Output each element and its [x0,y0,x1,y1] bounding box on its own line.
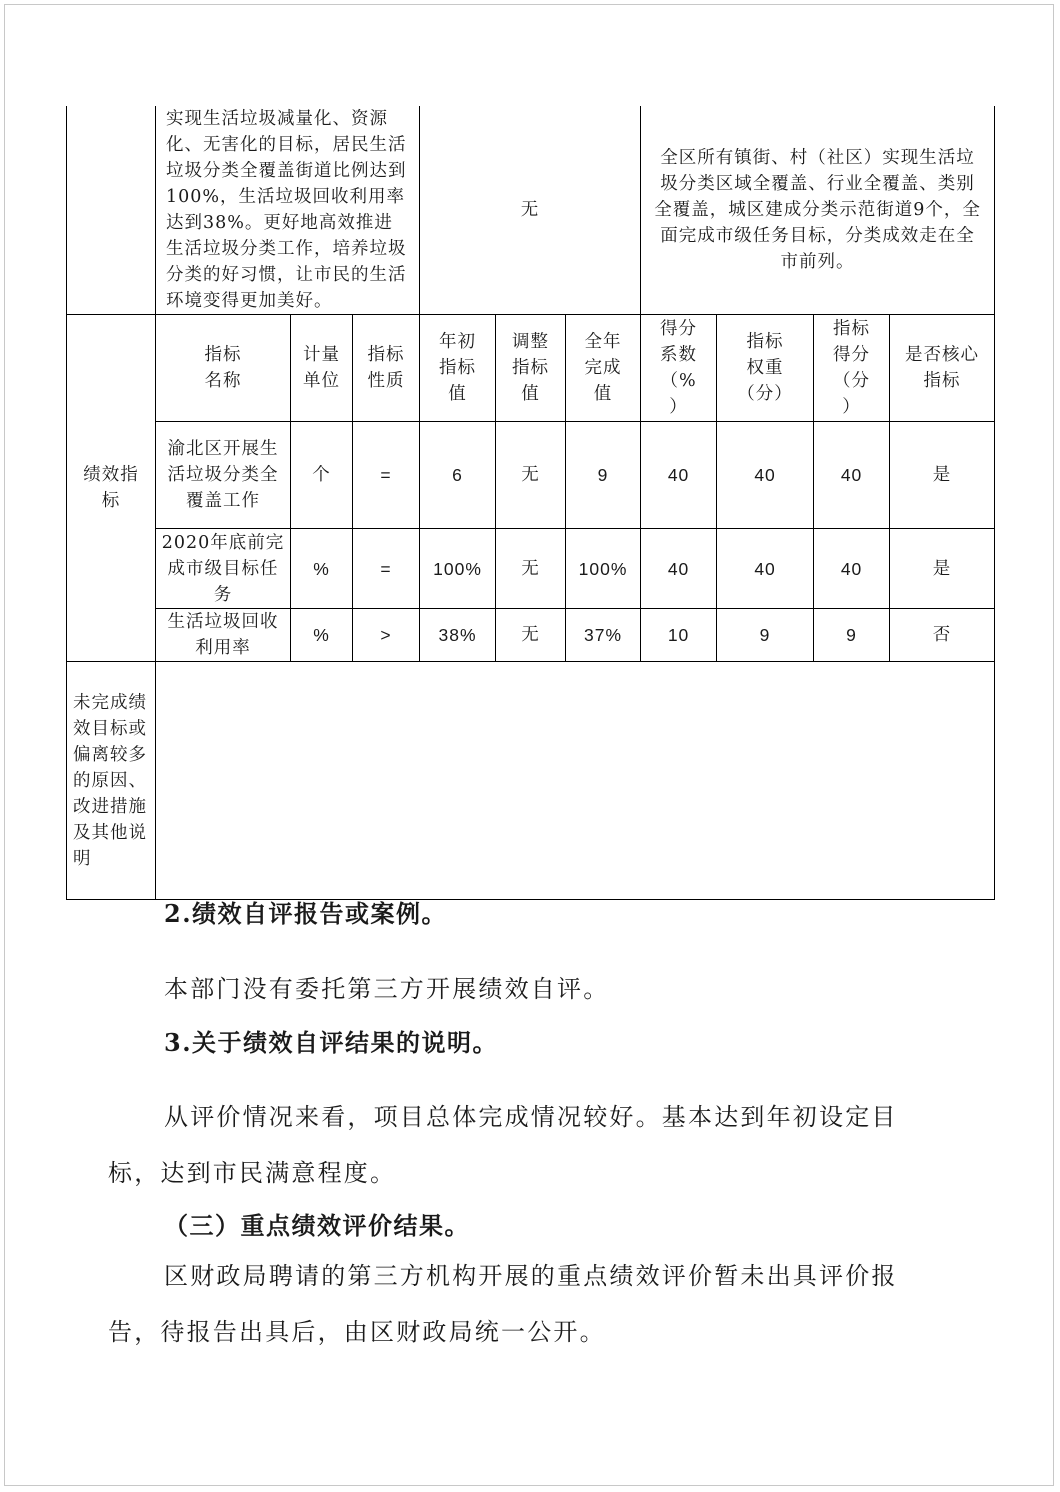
section4-line2: 告，待报告出具后，由区财政局统一公开。 [108,1318,606,1346]
nature-cell: > [353,609,420,662]
section3-body [108,1089,954,1201]
table-header-row [67,315,995,422]
coefficient-cell: 40 [641,529,717,609]
coefficient-cell: 10 [641,609,717,662]
initial-cell: 38% [420,609,496,662]
section-label: 绩效指标 [83,465,139,511]
remarks-cell [156,662,995,900]
section4-line1: 区财政局聘请的第三方机构开展的重点绩效评价暂未出具评价报 [164,1262,898,1290]
weight-cell: 9 [717,609,814,662]
header-completed: 全年 完成 值 [566,315,641,422]
performance-table [66,106,995,900]
goal-text-cell: 实现生活垃圾减量化、资源化、无害化的目标，居民生活垃圾分类全覆盖街道比例达到100%，生活垃圾回收利用率达到38%。更好地高效推进生活垃圾分类工作，培养垃圾分类的好习惯，让市民的生活环境变得更加美好。 [156,106,420,315]
core-cell: 是 [890,422,995,529]
header-unit: 计量 单位 [291,315,353,422]
remarks-label: 未完成绩效目标或偏离较多的原因、改进措施及其他说明 [67,662,156,900]
header-score: 指标 得分 （分 ） [814,315,890,422]
weight-cell: 40 [717,422,814,529]
weight-cell: 40 [717,529,814,609]
section4-heading: （三）重点绩效评价结果。 [164,1211,470,1240]
section-label-cell [67,315,156,662]
header-nature: 指标 性质 [353,315,420,422]
section3-line2: 标，达到市民满意程度。 [108,1159,397,1187]
initial-cell: 6 [420,422,496,529]
section3-line1: 从评价情况来看，项目总体完成情况较好。基本达到年初设定目 [164,1103,898,1131]
unit-cell: % [291,529,353,609]
initial-cell: 100% [420,529,496,609]
score-cell: 40 [814,422,890,529]
adjusted-cell: 无 [496,609,566,662]
header-adjusted: 调整 指标 值 [496,315,566,422]
header-weight: 指标 权重 （分） [717,315,814,422]
core-cell: 否 [890,609,995,662]
adjusted-cell: 无 [496,529,566,609]
unit-cell: % [291,609,353,662]
table-row [67,422,995,529]
header-coefficient: 得分 系数 （% ） [641,315,717,422]
coefficient-cell: 40 [641,422,717,529]
nature-cell: = [353,422,420,529]
table-row [67,529,995,609]
section2-body: 本部门没有委托第三方开展绩效自评。 [164,975,610,1003]
header-core: 是否核心 指标 [890,315,995,422]
section4-body [108,1248,954,1360]
result-text-cell: 全区所有镇街、村（社区）实现生活垃圾分类区域全覆盖、行业全覆盖、类别全覆盖，城区建成分类示范街道9个，全面完成市级任务目标，分类成效走在全市前列。 [641,106,995,315]
indicator-name: 生活垃圾回收利用率 [156,609,291,662]
header-initial: 年初 指标 值 [420,315,496,422]
indicator-name: 渝北区开展生活垃圾分类全覆盖工作 [156,422,291,529]
table-row-goals [67,106,995,315]
table-row-remarks [67,662,995,900]
header-name: 指标 名称 [156,315,291,422]
section2-heading: 2.绩效自评报告或案例。 [164,899,448,928]
score-cell: 9 [814,609,890,662]
completed-cell: 100% [566,529,641,609]
indicator-name: 2020年底前完成市级目标任务 [156,529,291,609]
adjusted-cell: 无 [496,422,566,529]
adjust-text-cell: 无 [420,106,641,315]
core-cell: 是 [890,529,995,609]
completed-cell: 9 [566,422,641,529]
table-row [67,609,995,662]
completed-cell: 37% [566,609,641,662]
section3-heading: 3.关于绩效自评结果的说明。 [164,1028,499,1057]
nature-cell: = [353,529,420,609]
score-cell: 40 [814,529,890,609]
blank-label-cell [67,106,156,315]
unit-cell: 个 [291,422,353,529]
